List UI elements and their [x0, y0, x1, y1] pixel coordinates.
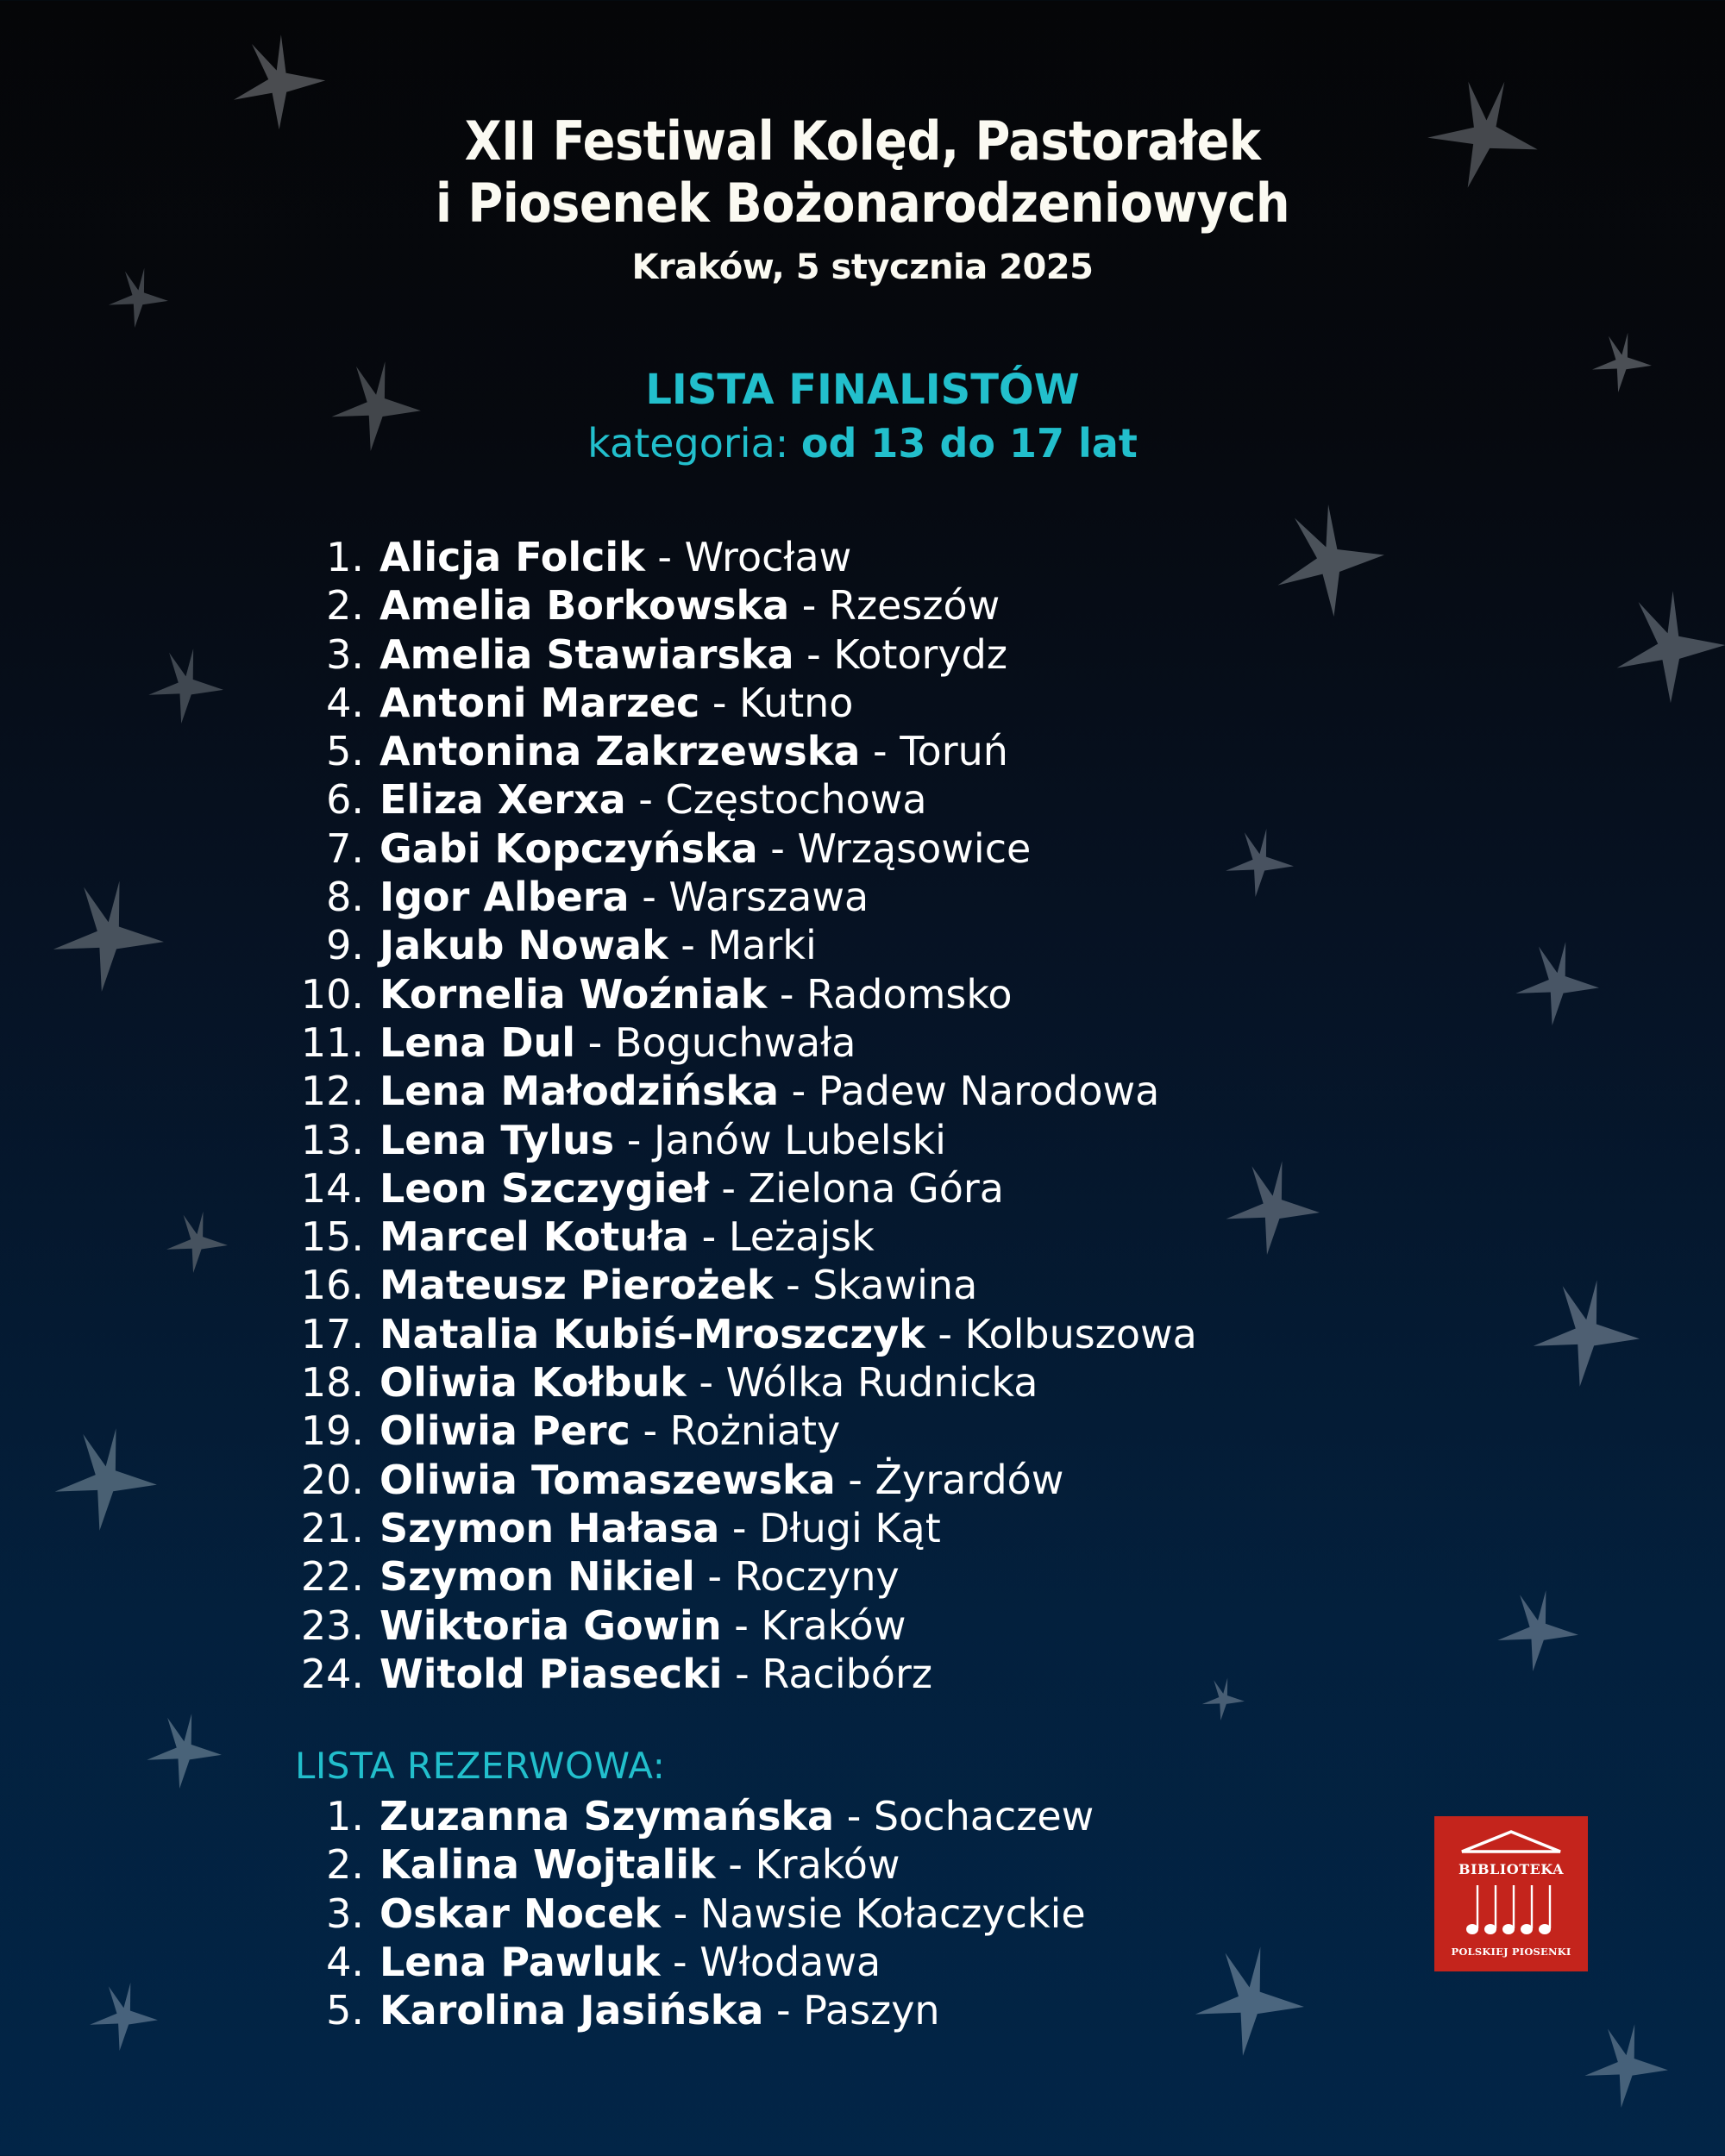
item-number: 21. — [300, 1504, 364, 1551]
item-entry — [380, 1456, 1063, 1504]
item-entry — [380, 679, 853, 727]
participant-city: - Zielona Góra — [708, 1164, 1004, 1212]
event-title-line-1: XII Festiwal Kolęd, Pastorałek — [464, 110, 1261, 172]
participant-city: - Kutno — [699, 679, 854, 726]
participant-city: - Sochaczew — [834, 1793, 1095, 1839]
participant-name: Lena Pawluk — [380, 1938, 661, 1985]
participant-name: Leon Szczygieł — [380, 1164, 709, 1212]
participant-city: - Leżajsk — [689, 1213, 875, 1261]
participant-name: Oliwia Tomaszewska — [380, 1456, 836, 1503]
reserve-heading: LISTA REZERWOWA: — [295, 1745, 666, 1787]
participant-name: Antonina Zakrzewska — [380, 728, 861, 775]
participant-name: Oskar Nocek — [380, 1890, 661, 1937]
item-number: 1. — [326, 534, 364, 580]
participant-city: - Paszyn — [763, 1987, 940, 2034]
category-line — [0, 417, 1725, 469]
participant-city: - Toruń — [860, 728, 1008, 775]
item-entry — [380, 1261, 977, 1309]
item-entry — [380, 1358, 1038, 1407]
item-number: 7. — [326, 824, 364, 872]
list-item — [0, 1358, 1725, 1407]
finalists-title: LISTA FINALISTÓW — [645, 366, 1080, 414]
item-number: 8. — [326, 874, 364, 921]
participant-city: - Marki — [668, 922, 817, 969]
item-entry — [380, 1601, 906, 1650]
item-number: 20. — [300, 1456, 364, 1503]
item-number: 9. — [326, 922, 364, 969]
participant-name: Gabi Kopczyńska — [380, 824, 758, 872]
list-item — [0, 1407, 1725, 1455]
participant-city: - Padew Narodowa — [779, 1068, 1160, 1115]
list-item — [0, 1601, 1725, 1650]
participant-city: - Boguchwała — [575, 1018, 856, 1066]
participant-name: Lena Tylus — [380, 1116, 615, 1163]
item-entry — [380, 1552, 900, 1601]
item-entry — [380, 1890, 1086, 1938]
participant-city: - Częstochowa — [625, 776, 927, 824]
item-number: 13. — [300, 1116, 364, 1163]
participant-name: Lena Małodzińska — [380, 1068, 780, 1115]
list-item — [0, 1067, 1725, 1115]
participant-name: Szymon Hałasa — [380, 1504, 720, 1551]
finalists-heading — [0, 362, 1725, 469]
item-number: 5. — [326, 1987, 364, 2034]
item-number: 23. — [300, 1601, 364, 1649]
participant-name: Zuzanna Szymańska — [380, 1793, 835, 1839]
list-item — [0, 873, 1725, 921]
item-entry — [380, 1650, 932, 1698]
item-number: 4. — [326, 679, 364, 726]
list-item — [0, 533, 1725, 581]
event-date-location: Kraków, 5 stycznia 2025 — [631, 248, 1094, 287]
participant-city: - Rożniaty — [630, 1407, 841, 1455]
list-item — [0, 1552, 1725, 1601]
item-entry — [380, 727, 1008, 775]
item-number: 3. — [326, 1890, 364, 1937]
item-number: 19. — [300, 1407, 364, 1455]
item-entry — [380, 1792, 1094, 1840]
item-number: 22. — [300, 1553, 364, 1601]
participant-name: Mateusz Pierożek — [380, 1262, 774, 1309]
finalists-list — [0, 533, 1725, 1698]
item-entry — [380, 1986, 940, 2034]
participant-city: - Kraków — [721, 1601, 906, 1649]
logo-text-top: BIBLIOTEKA — [1458, 1861, 1564, 1877]
list-item — [0, 1164, 1725, 1213]
participant-name: Karolina Jasińska — [380, 1987, 764, 2034]
participant-city: - Wrząsowice — [757, 824, 1032, 872]
participant-name: Marcel Kotuła — [380, 1213, 690, 1261]
list-item — [0, 1456, 1725, 1504]
participant-name: Antoni Marzec — [380, 679, 700, 726]
participant-city: - Kraków — [715, 1841, 900, 1889]
item-number: 15. — [300, 1213, 364, 1261]
list-item — [0, 1018, 1725, 1067]
item-number: 2. — [326, 1841, 364, 1889]
item-entry — [380, 1840, 900, 1889]
list-item — [0, 1986, 1725, 2034]
item-entry — [380, 1938, 881, 1986]
item-entry — [380, 1213, 875, 1261]
item-entry — [380, 775, 927, 824]
participant-city: - Włodawa — [660, 1938, 881, 1985]
item-number: 14. — [300, 1164, 364, 1212]
list-item — [0, 581, 1725, 630]
list-item — [0, 630, 1725, 679]
list-item — [0, 1116, 1725, 1164]
participant-name: Wiktoria Gowin — [380, 1601, 722, 1649]
participant-name: Amelia Stawiarska — [380, 630, 794, 678]
participant-name: Oliwia Kołbuk — [380, 1359, 687, 1407]
participant-city: - Kotorydz — [794, 630, 1008, 678]
participant-city: - Wólka Rudnicka — [686, 1359, 1038, 1407]
participant-city: - Wrocław — [644, 534, 852, 580]
item-entry — [380, 1407, 840, 1455]
item-entry — [380, 533, 851, 581]
participant-city: - Janów Lubelski — [614, 1116, 946, 1163]
event-title-line-2: i Piosenek Bożonarodzeniowych — [435, 172, 1290, 235]
star-icon — [139, 1706, 229, 1796]
item-entry — [380, 1504, 941, 1552]
item-entry — [380, 873, 869, 921]
list-item — [0, 1650, 1725, 1698]
participant-city: - Skawina — [773, 1262, 978, 1309]
item-number: 3. — [326, 630, 364, 678]
item-number: 11. — [300, 1018, 364, 1066]
participant-city: - Radomsko — [767, 970, 1013, 1018]
list-item — [0, 679, 1725, 727]
participant-city: - Warszawa — [629, 874, 869, 921]
participant-name: Lena Dul — [380, 1018, 576, 1066]
list-item — [0, 775, 1725, 824]
participant-name: Amelia Borkowska — [380, 582, 790, 630]
item-entry — [380, 630, 1007, 679]
logo-text-bottom: POLSKIEJ PIOSENKI — [1451, 1946, 1571, 1958]
list-item — [0, 727, 1725, 775]
list-item — [0, 1504, 1725, 1552]
item-number: 10. — [300, 970, 364, 1018]
item-entry — [380, 921, 817, 969]
item-entry — [380, 1164, 1004, 1213]
item-number: 2. — [326, 582, 364, 630]
list-item — [0, 1213, 1725, 1261]
participant-name: Eliza Xerxa — [380, 776, 626, 824]
participant-name: Igor Albera — [380, 874, 630, 921]
item-number: 17. — [300, 1310, 364, 1357]
item-entry — [380, 824, 1031, 873]
participant-name: Jakub Nowak — [380, 922, 668, 969]
biblioteka-polskiej-piosenki-logo — [1434, 1816, 1588, 1971]
item-number: 12. — [300, 1068, 364, 1115]
category-label: kategoria: — [587, 420, 801, 467]
music-notes-icon — [1464, 1883, 1560, 1937]
participant-name: Szymon Nikiel — [380, 1553, 695, 1601]
participant-name: Natalia Kubiś-Mroszczyk — [380, 1310, 925, 1357]
participant-name: Kornelia Woźniak — [380, 970, 768, 1018]
item-entry — [380, 970, 1013, 1018]
item-entry — [380, 581, 1000, 630]
list-item — [0, 970, 1725, 1018]
item-entry — [380, 1067, 1159, 1115]
item-number: 24. — [300, 1650, 364, 1697]
participant-city: - Żyrardów — [835, 1456, 1064, 1503]
item-number: 5. — [326, 728, 364, 775]
item-entry — [380, 1116, 946, 1164]
participant-name: Kalina Wojtalik — [380, 1841, 716, 1889]
participant-name: Alicja Folcik — [380, 534, 645, 580]
list-item — [0, 824, 1725, 873]
item-number: 18. — [300, 1359, 364, 1407]
item-number: 1. — [326, 1793, 364, 1839]
participant-city: - Kolbuszowa — [925, 1310, 1197, 1357]
participant-city: - Rzeszów — [789, 582, 1000, 630]
list-item — [0, 1261, 1725, 1309]
participant-city: - Racibórz — [722, 1650, 933, 1697]
item-number: 4. — [326, 1938, 364, 1985]
participant-city: - Długi Kąt — [719, 1504, 941, 1551]
roof-icon — [1458, 1830, 1564, 1856]
participant-city: - Roczyny — [694, 1553, 900, 1601]
participant-name: Witold Piasecki — [380, 1650, 723, 1697]
event-header — [0, 110, 1725, 293]
list-item — [0, 921, 1725, 969]
participant-name: Oliwia Perc — [380, 1407, 630, 1455]
item-number: 6. — [326, 776, 364, 824]
item-entry — [380, 1310, 1197, 1358]
item-entry — [380, 1018, 856, 1067]
item-number: 16. — [300, 1262, 364, 1309]
participant-city: - Nawsie Kołaczyckie — [660, 1890, 1086, 1937]
category-value: od 13 do 17 lat — [800, 420, 1138, 467]
list-item — [0, 1310, 1725, 1358]
